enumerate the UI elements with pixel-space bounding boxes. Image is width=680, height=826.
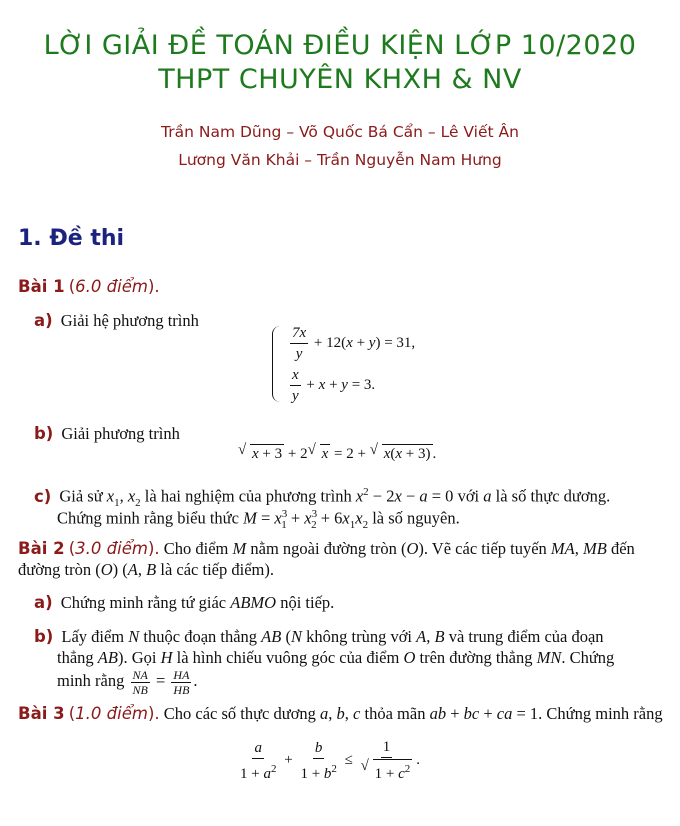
problem-2a-text-post: nội tiếp.: [280, 593, 335, 612]
problem-1c-line1: c) Giả sử $x_1$, $x_2$ là hai nghiệm của phương trình $x^2 - 2x - a = 0$ với a là số thực dương.: [34, 486, 611, 509]
document-title-line2: THPT CHUYÊN KHXH & NV: [158, 64, 522, 95]
problem-1b: [34, 424, 180, 444]
problem-1a-label: a): [34, 311, 53, 330]
problem-1c-text-post: với: [457, 486, 480, 506]
problem-2b-text: Lấy điểm: [61, 627, 125, 646]
problem-1c-label: c): [34, 486, 52, 506]
problem-1-label: Bài 1: [18, 277, 65, 296]
problem-2a: a) Chứng minh rằng tứ giác ABMO nội tiếp.: [34, 593, 335, 612]
problem-1b-label: b): [34, 424, 54, 443]
problem-3-label: Bài 3: [18, 704, 65, 723]
problem-1c-text2-post: là số nguyên.: [372, 508, 460, 528]
document-title-line1: LỜI GIẢI ĐỀ TOÁN ĐIỀU KIỆN LỚP 10/2020: [43, 30, 637, 61]
problem-1-points: 6.0 điểm: [75, 277, 148, 296]
problem-2a-text: Chứng minh rằng tứ giác: [60, 593, 227, 612]
problem-2b-text3: minh rằng: [57, 671, 125, 690]
problem-2b-text2-c: là hình chiếu vuông góc của điểm: [176, 648, 400, 667]
problem-3-text-c: . Chứng minh rằng: [538, 704, 663, 723]
problem-2b-text-c: không trùng với: [306, 627, 412, 646]
problem-2b-text2-e: . Chứng: [561, 648, 615, 667]
authors-line2: Lương Văn Khải – Trần Nguyễn Nam Hưng: [178, 151, 502, 169]
problem-2b-line3: minh rằng $\frac{NA}{NB}$ = $\frac{HA}{HB}$ .: [57, 667, 198, 697]
problem-2-points: 3.0 điểm: [75, 539, 148, 558]
problem-2a-label: a): [34, 593, 53, 612]
problem-3-line1: Bài 3 (1.0 điểm). Cho các số thực dương a, b, c thỏa mãn ab + bc + ca = 1. Chứng minh rằng: [18, 704, 663, 723]
system-brace: [272, 326, 284, 402]
problem-2b-text2-b: ). Gọi: [117, 648, 157, 667]
problem-2-text-c: . Vẽ các tiếp tuyến: [423, 539, 547, 558]
problem-2-text2-b: là các tiếp điểm).: [160, 560, 274, 579]
problem-2b-text-d: và trung điểm của đoạn: [448, 627, 604, 646]
problem-2b-label: b): [34, 627, 54, 646]
section-heading: 1. Đề thi: [18, 226, 125, 251]
problem-2b-text2-d: trên đường thẳng: [419, 648, 533, 667]
problem-3-points: 1.0 điểm: [75, 704, 148, 723]
problem-1-heading: Bài 1 (6.0 điểm).: [18, 277, 160, 296]
problem-2b-line1: b) Lấy điểm N thuộc đoạn thẳng AB (N không trùng với A, B và trung điểm của đoạn: [34, 627, 604, 646]
problem-1c-text2: Chứng minh rằng biểu thức: [57, 508, 239, 528]
problem-2-text: Cho điểm: [163, 539, 229, 558]
problem-2-text-b: nằm ngoài đường tròn: [250, 539, 397, 558]
problem-2b-text2: thẳng: [57, 648, 94, 667]
problem-2-text-d: đến: [610, 539, 635, 558]
problem-1b-text: Giải phương trình: [61, 424, 180, 443]
problem-1c-text: Giả sử: [59, 486, 103, 506]
equation-1b: √ x + 3 + 2√ x = 2 + √ x(x + 3) .: [238, 444, 436, 463]
problem-1c-line2: Chứng minh rằng biểu thức $M = x^3_1 + x^3_2 + 6x_1x_2$ là số nguyên.: [57, 508, 460, 531]
problem-1c-text-mid: là hai nghiệm của phương trình: [144, 486, 352, 506]
problem-2-line2: đường tròn (O) (A, B là các tiếp điểm).: [18, 560, 274, 579]
problem-1a-text: Giải hệ phương trình: [60, 311, 199, 330]
problem-1a: [34, 311, 199, 331]
problem-2-text2: đường tròn: [18, 560, 92, 579]
problem-2b-line2: thẳng AB). Gọi H là hình chiếu vuông góc của điểm O trên đường thẳng MN. Chứng: [57, 648, 615, 667]
problem-3-text: Cho các số thực dương: [163, 704, 316, 723]
problem-2-line1: Bài 2 (3.0 điểm). Cho điểm M nằm ngoài đường tròn (O). Vẽ các tiếp tuyến MA, MB đến: [18, 539, 635, 558]
problem-1c-text-end: là số thực dương.: [495, 486, 611, 506]
authors-line1: Trần Nam Dũng – Võ Quốc Bá Cẩn – Lê Viết Ân: [161, 123, 519, 141]
problem-2b-text-b: thuộc đoạn thẳng: [143, 627, 258, 646]
problem-3-text-b: thỏa mãn: [364, 704, 426, 723]
inequality-3: $\frac{a}{1 + a^2}$ + $\frac{b}{1 + b^2}$ ≤ 1 √ $1 + c^2$ .: [236, 738, 420, 783]
problem-2-label: Bài 2: [18, 539, 65, 558]
